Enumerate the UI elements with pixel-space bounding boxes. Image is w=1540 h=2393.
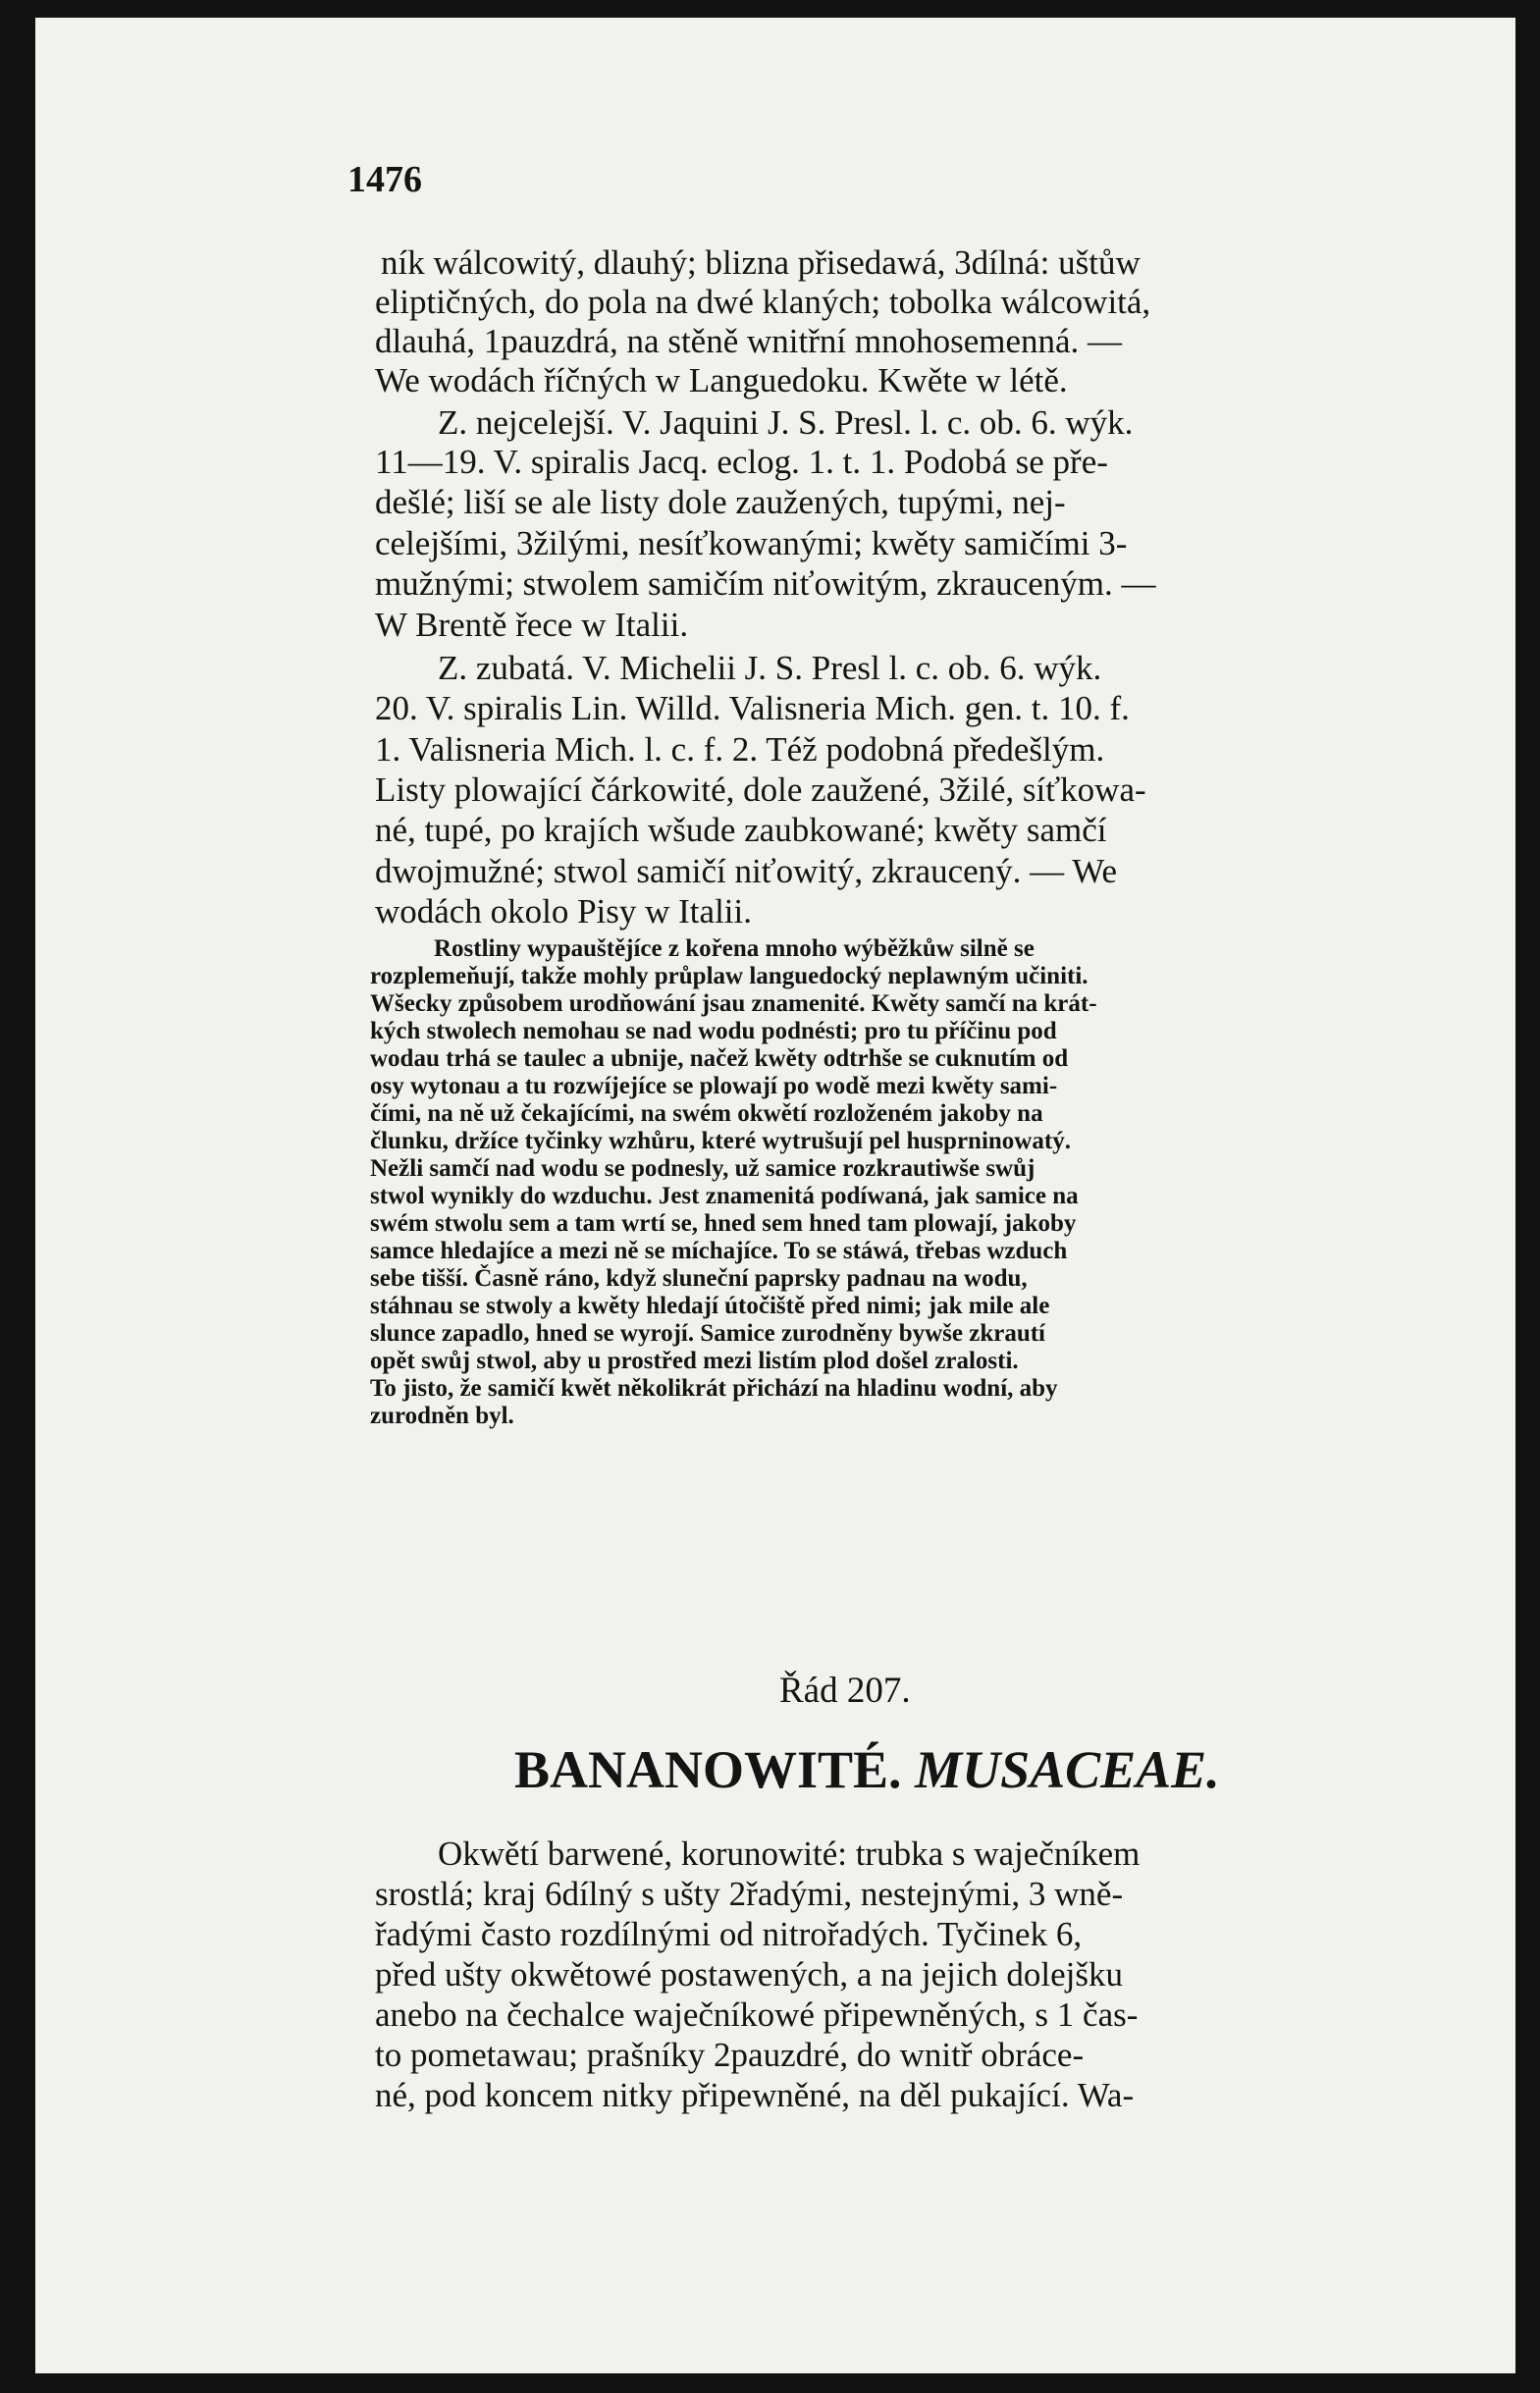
note-line: Rostliny wypauštějíce z kořena mnoho wýběžkůw silně se (434, 935, 1035, 962)
note-line: sebe tišší. Časně ráno, když sluneční paprsky padnau na wodu, (370, 1265, 1028, 1292)
text-line: 11—19. V. spiralis Jacq. eclog. 1. t. 1. Podobá se pře- (375, 443, 1108, 481)
text-line: to pometawau; prašníky 2pauzdré, do wnitř obráce- (375, 2036, 1085, 2074)
note-line: zurodněn byl. (370, 1403, 514, 1429)
family-title-latin: MUSACEAE. (915, 1740, 1220, 1799)
note-line: kých stwolech nemohau se nad wodu podnésti; pro tu příčinu pod (370, 1018, 1057, 1044)
note-line: slunce zapadlo, hned se wyrojí. Samice zurodněny bywše zkrautí (370, 1320, 1046, 1347)
text-line: 20. V. spiralis Lin. Willd. Valisneria Mich. gen. t. 10. f. (375, 689, 1130, 727)
text-line: dlauhá, 1pauzdrá, na stěně wnitřní mnohosemenná. — (375, 322, 1123, 360)
text-line: dwojmužné; stwol samičí niťowitý, zkraucený. — We (375, 852, 1118, 890)
text-line: eliptičných, do pola na dwé klaných; tobolka wálcowitá, (375, 283, 1151, 321)
text-line: celejšími, 3žilými, nesíťkowanými; kwěty samičími 3- (375, 524, 1128, 562)
note-line: stáhnau se stwoly a kwěty hledají útočiště před nimi; jak mile ale (370, 1293, 1050, 1319)
text-line: Z. zubatá. V. Michelii J. S. Presl l. c. ob. 6. wýk. (438, 649, 1102, 687)
text-line: Okwětí barwené, korunowité: trubka s waječníkem (438, 1835, 1141, 1873)
text-line: wodách okolo Pisy w Italii. (375, 892, 752, 931)
note-line: osy wytonau a tu rozwíjejíce se plowají po wodě mezi kwěty sami- (370, 1073, 1058, 1099)
note-line: samce hledajíce a mezi ně se míchajíce. To se stáwá, třebas wzduch (370, 1238, 1068, 1264)
note-line: čími, na ně už čekajícími, na swém okwětí rozloženém jakoby na (370, 1100, 1043, 1127)
text-line: dešlé; liší se ale listy dole zaužených, tupými, nej- (375, 483, 1066, 521)
book-page (35, 18, 1515, 2373)
note-line: Wšecky způsobem urodňowání jsau znamenité. Kwěty samčí na krát- (370, 990, 1097, 1017)
note-line: swém stwolu sem a tam wrtí se, hned sem hned tam plowají, jakoby (370, 1210, 1077, 1237)
text-line: né, tupé, po krajích wšude zaubkowané; kwěty samčí (375, 811, 1107, 849)
text-line: řadými často rozdílnými od nitrořadých. Tyčinek 6, (375, 1915, 1083, 1953)
note-line: rozplemeňují, takže mohly průplaw languedocký neplawným učiniti. (370, 963, 1089, 989)
text-line: We wodách říčných w Languedoku. Kwěte w létě. (375, 361, 1068, 399)
family-title-czech: BANANOWITÉ. (514, 1740, 902, 1799)
note-line: člunku, držíce tyčinky wzhůru, které wytrušují pel husprninowatý. (370, 1128, 1071, 1154)
order-heading: Řád 207. (779, 1671, 911, 1711)
text-line: né, pod koncem nitky připewněné, na děl pukající. Wa- (375, 2076, 1135, 2114)
text-line: srostlá; kraj 6dílný s ušty 2řadými, nestejnými, 3 wně- (375, 1875, 1124, 1913)
note-line: opět swůj stwol, aby u prostřed mezi listím plod došel zralosti. (370, 1348, 1019, 1374)
text-line: Listy plowající čárkowité, dole zaužené, 3žilé, síťkowa- (375, 771, 1146, 809)
text-line: mužnými; stwolem samičím niťowitým, zkrauceným. — (375, 564, 1156, 603)
note-line: stwol wynikly do wzduchu. Jest znamenitá podíwaná, jak samice na (370, 1183, 1079, 1209)
note-line: To jisto, že samičí kwět několikrát přichází na hladinu wodní, aby (370, 1375, 1058, 1402)
text-line: W Brentě řece w Italii. (375, 606, 689, 644)
text-line: anebo na čechalce waječníkowé připewněných, s 1 čas- (375, 1995, 1139, 2034)
text-line: ník wálcowitý, dlauhý; blizna přisedawá, 3dílná: uštůw (381, 243, 1141, 282)
page-number: 1476 (347, 159, 422, 200)
note-line: Nežli samčí nad wodu se podnesly, už samice rozkrautiwše swůj (370, 1155, 1036, 1182)
text-line: před ušty okwětowé postawených, a na jejich dolejšku (375, 1955, 1124, 1994)
text-line: 1. Valisneria Mich. l. c. f. 2. Též podobná předešlým. (375, 730, 1105, 769)
text-line: Z. nejcelejší. V. Jaquini J. S. Presl. l. c. ob. 6. wýk. (438, 403, 1134, 442)
family-title (514, 1740, 1220, 1799)
note-line: wodau trhá se taulec a ubnije, načež kwěty odtrhše se cuknutím od (370, 1045, 1069, 1072)
